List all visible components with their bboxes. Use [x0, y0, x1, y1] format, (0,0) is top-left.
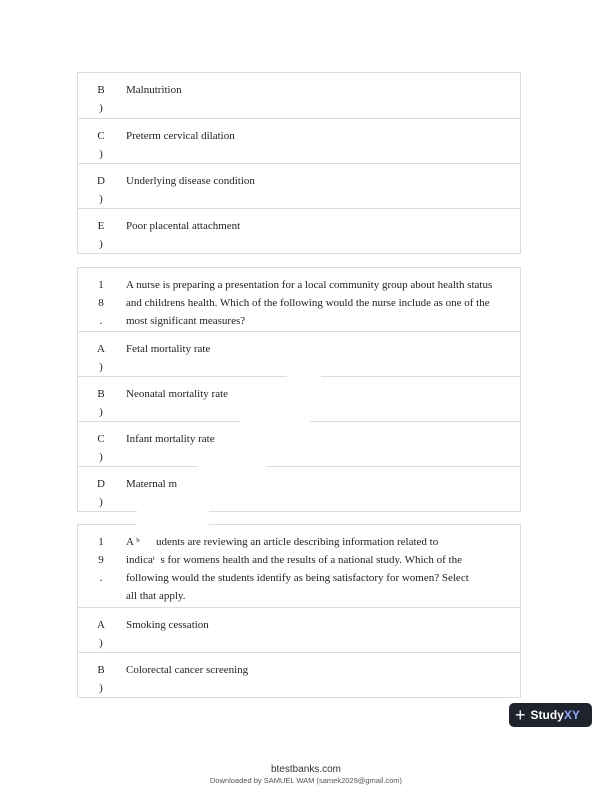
option-letter: C ): [97, 130, 105, 160]
option-letter: B ): [97, 388, 105, 418]
footer-downloaded-by: Downloaded by SAMUEL WAM (samek2029@gmail.com): [209, 776, 403, 785]
option-text: Preterm cervical dilation: [126, 130, 235, 142]
option-text: Fetal mortality rate: [126, 343, 211, 355]
question-text: [126, 533, 504, 605]
footer-site: btestbanks.com: [270, 764, 342, 775]
question-text: A nurse is preparing a presentation for a local community group about health status and childrens health. Which of the following would the nurse include as one of the most significant measures?: [126, 279, 493, 327]
option-text: Colorectal cancer screening: [126, 664, 249, 676]
redaction-patch: [198, 458, 266, 468]
option-letter: C ): [97, 433, 105, 463]
question-row: [78, 268, 520, 331]
question-text-line: A ᵇ udents are reviewing an article describing information related to: [126, 536, 439, 548]
badge-word-xy: XY: [563, 708, 580, 722]
option-letter: D ): [97, 175, 105, 205]
option-text: Neonatal mortality rate: [126, 388, 229, 400]
option-row: [78, 421, 520, 466]
redaction-patch: [137, 508, 209, 532]
options-block-q17: [77, 72, 521, 254]
option-letter: A ): [97, 343, 105, 373]
option-row: [78, 607, 520, 652]
redaction-patch: [240, 412, 310, 424]
question-text-line: indicaᵗ s for womens health and the results of a national study. Which of the: [126, 554, 462, 566]
option-text: Maternal m: [126, 478, 178, 490]
option-letter: B ): [97, 664, 105, 694]
option-row: [78, 118, 520, 163]
option-text: Poor placental attachment: [126, 220, 241, 232]
option-text: Underlying disease condition: [126, 175, 255, 187]
option-letter: D ): [97, 478, 105, 508]
option-letter: B ): [97, 84, 105, 114]
redaction-patch: [287, 368, 321, 380]
option-text: Malnutrition: [126, 84, 182, 96]
redaction-patch: [181, 468, 271, 508]
option-row: [78, 208, 520, 253]
question-number: 1 8 .: [98, 279, 104, 327]
plus-icon: +: [515, 705, 526, 725]
option-letter: E ): [97, 220, 105, 250]
studyxy-badge[interactable]: [509, 703, 592, 727]
option-row: [78, 73, 520, 118]
option-letter: A ): [97, 619, 105, 649]
question-number: 1 9 .: [98, 536, 104, 584]
option-text: Smoking cessation: [126, 619, 209, 631]
option-row: [78, 652, 520, 697]
option-text: Infant mortality rate: [126, 433, 215, 445]
question-text-line: all that apply.: [126, 590, 186, 602]
option-row: [78, 466, 520, 511]
question-text-line: following would the students identify as being satisfactory for women? Select: [126, 572, 469, 584]
question-row: [78, 525, 520, 607]
option-row: [78, 163, 520, 208]
badge-word-study: Study: [530, 708, 564, 722]
question-block-18: [77, 267, 521, 512]
question-block-19: [77, 524, 521, 698]
